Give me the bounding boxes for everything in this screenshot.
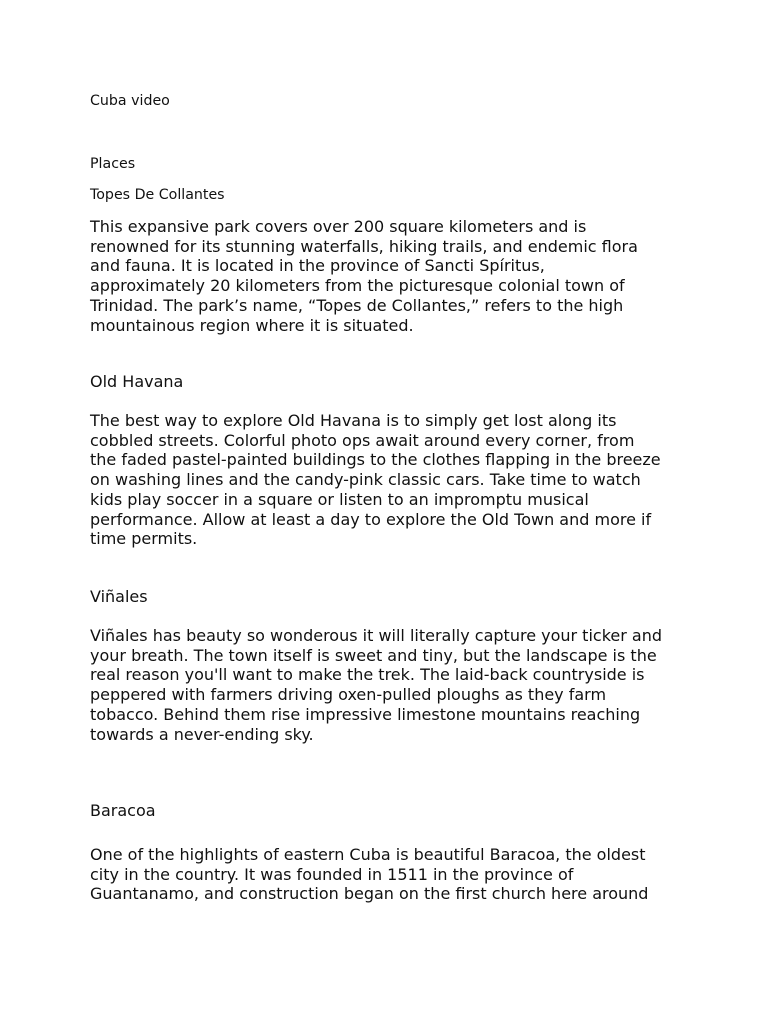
heading-baracoa: Baracoa	[90, 801, 156, 820]
paragraph-topes-de-collantes: This expansive park covers over 200 square kilometers and is renowned for its stunning waterfalls, hiking trails, and endemic flora and fauna. It is located in the province of Sancti Spíritus, approximately 20 kilometers from the picturesque colonial town of Trinidad. The park’s name, “Topes de Collantes,” refers to the high mountainous region where it is situated.	[90, 217, 638, 335]
paragraph-vinales: Viñales has beauty so wonderous it will literally capture your ticker and your breath. The town itself is sweet and tiny, but the landscape is the real reason you'll want to make the trek. The laid-back countryside is peppered with farmers driving oxen-pulled ploughs as they farm tobacco. Behind them rise impressive limestone mountains reaching towards a never-ending sky.	[90, 626, 662, 744]
paragraph-baracoa: One of the highlights of eastern Cuba is beautiful Baracoa, the oldest city in the country. It was founded in 1511 in the province of Guantanamo, and construction began on the first church here around	[90, 845, 649, 904]
section-label-places: Places	[90, 156, 136, 172]
heading-old-havana: Old Havana	[90, 372, 184, 391]
paragraph-old-havana: The best way to explore Old Havana is to simply get lost along its cobbled streets. Colorful photo ops await around every corner, from the faded pastel-painted buildings to the clothes flapping in the breeze on washing lines and the candy-pink classic cars. Take time to watch kids play soccer in a square or listen to an impromptu musical performance. Allow at least a day to explore the Old Town and more if time permits.	[90, 411, 661, 549]
document-title: Cuba video	[90, 93, 170, 109]
heading-vinales: Viñales	[90, 587, 148, 606]
heading-topes-de-collantes: Topes De Collantes	[90, 187, 225, 203]
